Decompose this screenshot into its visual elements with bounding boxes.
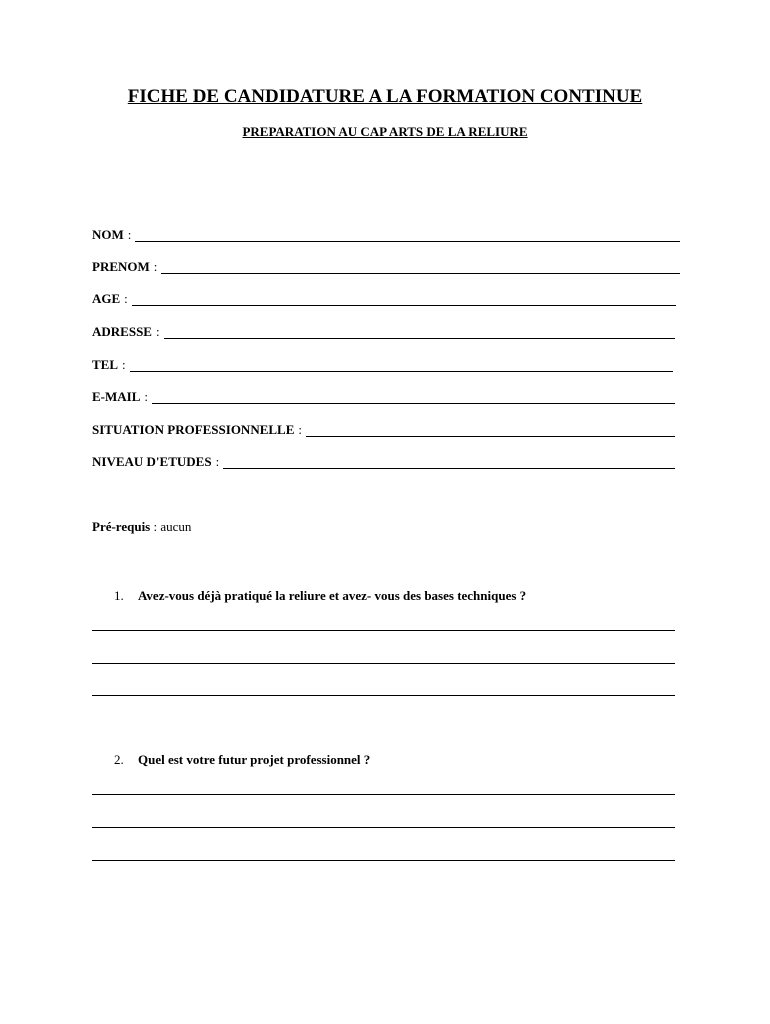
question-number: 2. [114,752,124,767]
field-label: PRENOM [92,259,150,274]
field-tel[interactable] [92,357,673,373]
prerequisites-label: Pré-requis [92,519,151,534]
field-separator: : [215,454,220,469]
question-text: Avez-vous déjà pratiqué la reliure et avez- vous des bases techniques ? [138,588,527,603]
answer-line-q1-2[interactable] [92,663,675,664]
answer-line-q2-3[interactable] [92,860,675,861]
field-input-line[interactable] [152,403,675,404]
field-separator: : [144,389,149,404]
field-separator: : [298,422,303,437]
answer-line-q1-1[interactable] [92,630,675,631]
field-separator: : [124,291,128,306]
field-input-line[interactable] [164,338,675,339]
field-input-line[interactable] [161,273,680,274]
question-number: 1. [114,588,124,603]
field-label: E-MAIL [92,389,141,404]
field-label: NOM [92,227,124,242]
field-separator: : [153,259,158,274]
prerequisites-value: aucun [160,519,192,534]
field-email[interactable] [92,389,675,405]
field-separator: : [155,324,160,339]
form-subtitle: PREPARATION AU CAP ARTS DE LA RELIURE [242,124,528,139]
field-input-line[interactable] [135,241,680,242]
field-input-line[interactable] [306,436,675,437]
field-separator: : [122,357,126,372]
prerequisites-separator: : [153,519,158,534]
question-1 [114,588,526,604]
prerequisites [92,519,191,535]
question-text: Quel est votre futur projet professionnel ? [138,752,371,767]
field-label: SITUATION PROFESSIONNELLE [92,422,295,437]
question-2 [114,752,370,768]
field-nom[interactable] [92,227,680,243]
field-input-line[interactable] [132,305,676,306]
answer-line-q1-3[interactable] [92,695,675,696]
field-adresse[interactable] [92,324,675,340]
field-age[interactable] [92,291,676,307]
field-prenom[interactable] [92,259,680,275]
field-input-line[interactable] [130,371,673,372]
field-niveau-etudes[interactable] [92,454,675,470]
answer-line-q2-1[interactable] [92,794,675,795]
answer-line-q2-2[interactable] [92,827,675,828]
field-separator: : [127,227,132,242]
form-title: FICHE DE CANDIDATURE A LA FORMATION CONTINUE [127,86,643,107]
field-situation-professionnelle[interactable] [92,422,675,438]
field-label: TEL [92,357,119,372]
field-label: ADRESSE [92,324,152,339]
field-input-line[interactable] [223,468,675,469]
field-label: AGE [92,291,121,306]
field-label: NIVEAU D'ETUDES [92,454,212,469]
